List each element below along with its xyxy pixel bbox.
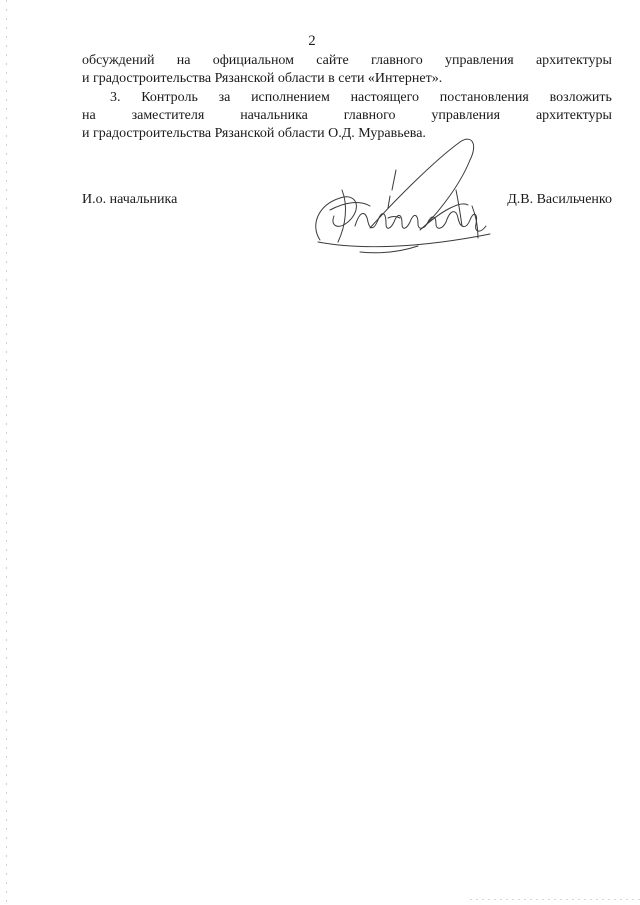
scan-left-edge — [6, 0, 7, 905]
word: архитектуры — [535, 108, 612, 123]
word: главного — [343, 108, 396, 123]
word: заместителя — [131, 108, 205, 123]
word: архитектуры — [535, 53, 612, 68]
word: на — [82, 108, 96, 123]
paragraph-3-line-3: и градостроительства Рязанской области О.Д. Муравьева. — [82, 126, 426, 141]
word: постановления — [439, 90, 529, 105]
word: исполнением — [251, 90, 330, 105]
word: сайте — [316, 53, 349, 68]
word: официальном — [212, 53, 295, 68]
word: начальника — [240, 108, 308, 123]
paragraph-continuation-line-1 — [82, 52, 612, 70]
signatory-name: Д.В. Васильченко — [507, 192, 612, 207]
handwritten-signature-icon — [300, 130, 500, 255]
word: управления — [431, 108, 501, 123]
word: за — [218, 90, 231, 105]
signatory-title: И.о. начальника — [82, 192, 178, 207]
paragraph-continuation-line-2: и градостроительства Рязанской области в сети «Интернет». — [82, 71, 443, 86]
word: обсуждений — [82, 53, 155, 68]
page-number: 2 — [308, 33, 316, 49]
paragraph-3-line-1 — [82, 89, 612, 107]
word: настоящего — [350, 90, 419, 105]
word: Контроль — [141, 90, 198, 105]
word: управления — [444, 53, 514, 68]
word: 3. — [110, 90, 121, 105]
paragraph-3-line-2 — [82, 107, 612, 125]
word: главного — [370, 53, 423, 68]
word: возложить — [549, 90, 612, 105]
word: на — [176, 53, 191, 68]
scan-bottom-edge — [470, 899, 640, 900]
